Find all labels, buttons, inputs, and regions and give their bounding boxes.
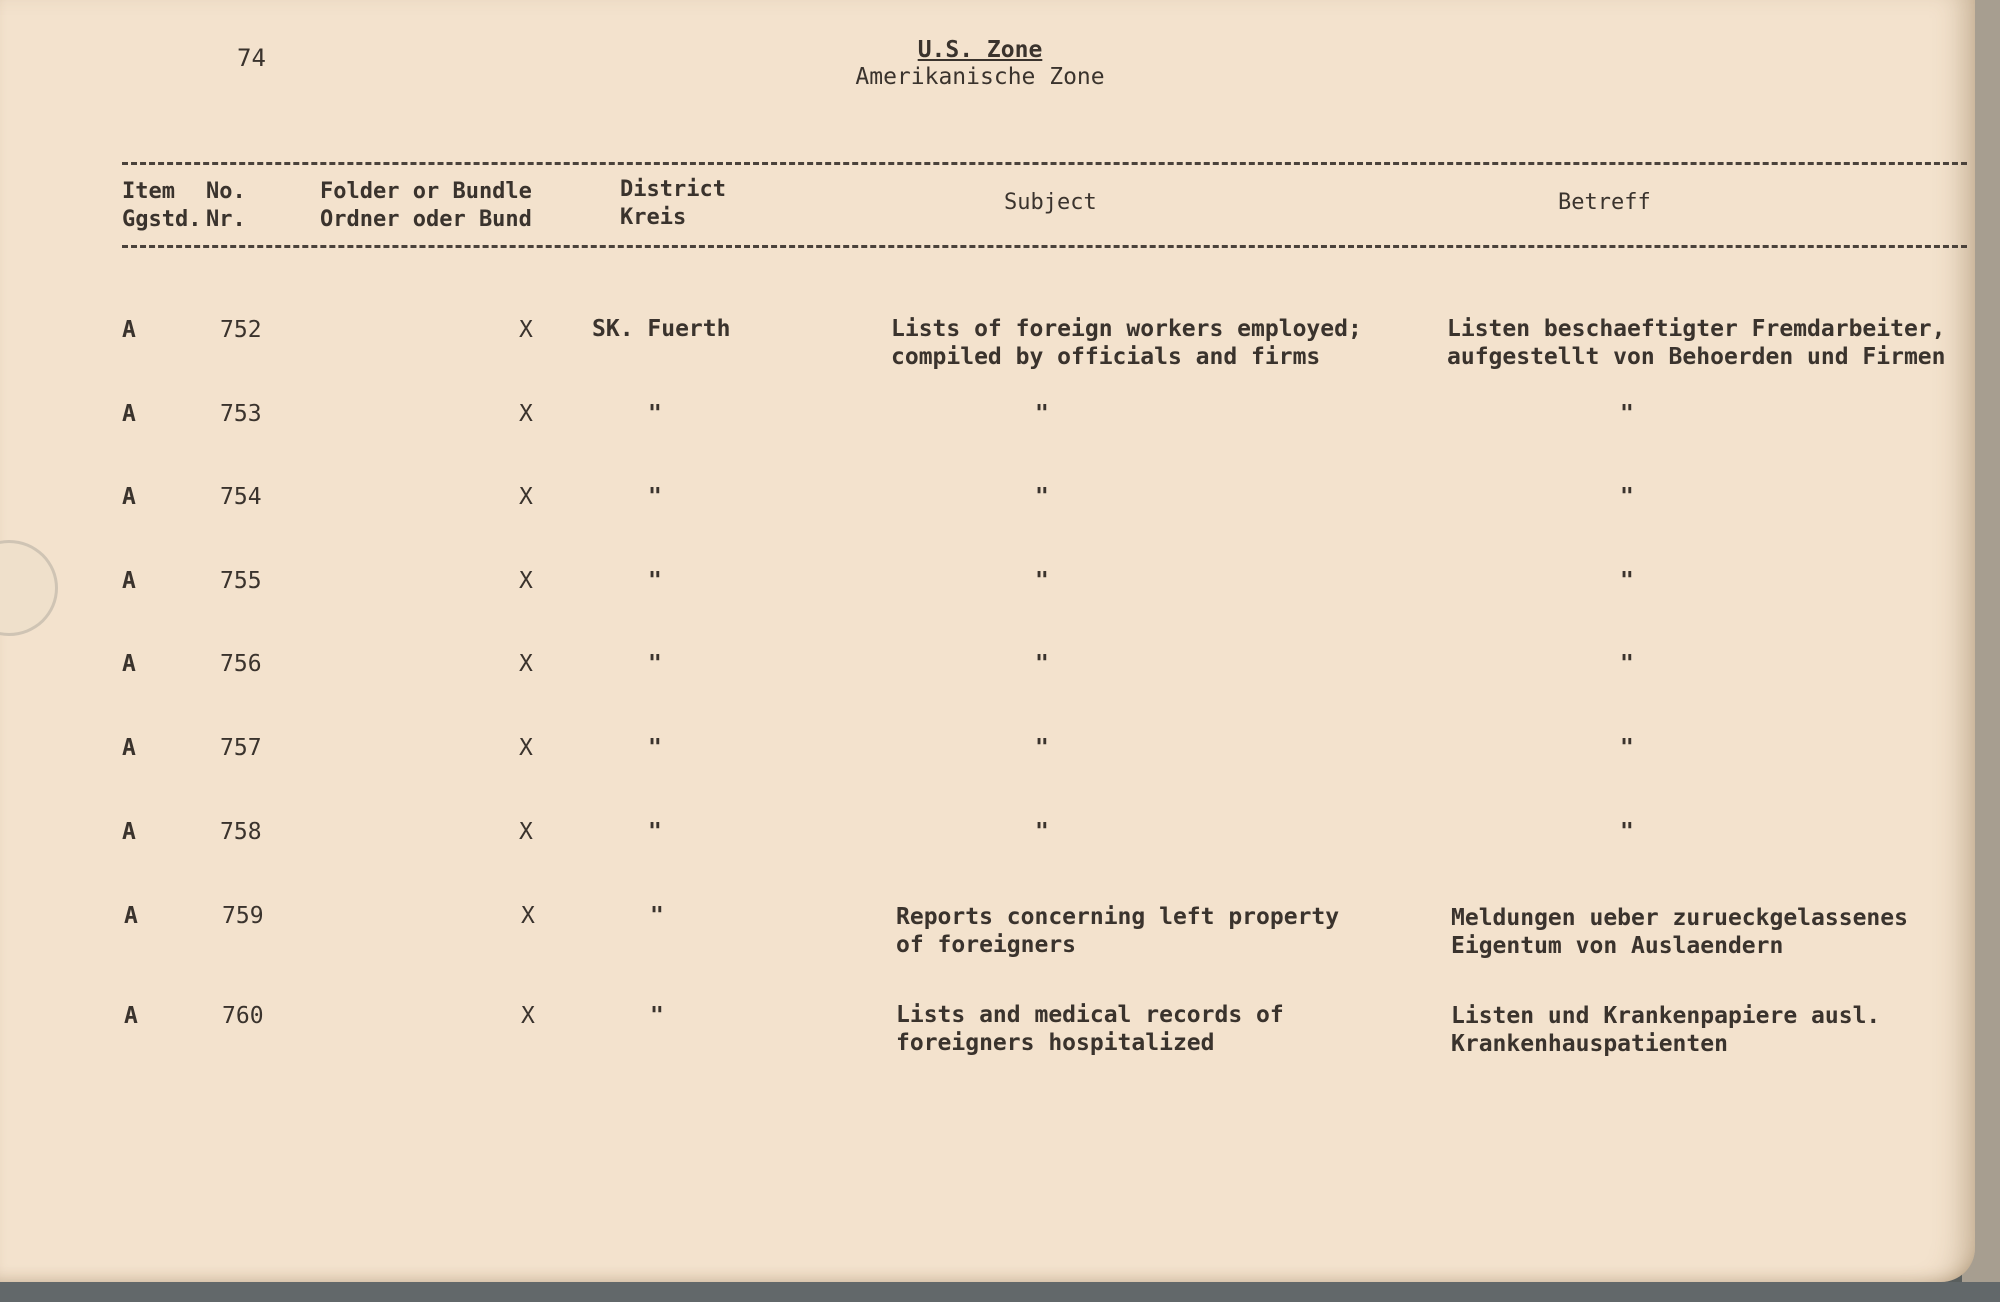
cell-folder: X — [519, 317, 533, 343]
cell-subject-line1: Reports concerning left property — [896, 904, 1340, 930]
cell-betreff-line1: " — [1620, 568, 1634, 594]
header-bottom-rule — [122, 245, 1967, 248]
cell-betreff-line1: " — [1620, 401, 1634, 427]
cell-item: A — [122, 735, 136, 761]
col-folder-en: Folder or Bundle — [320, 179, 532, 204]
cell-folder: X — [521, 903, 535, 929]
col-item-de: Ggstd. — [122, 207, 202, 232]
cell-betreff-line2: Krankenhauspatienten — [1451, 1031, 1728, 1057]
zone-title: U.S. Zone — [917, 37, 1043, 63]
cell-folder: X — [519, 735, 533, 761]
cell-folder: X — [519, 819, 533, 845]
cell-betreff-line1: Listen und Krankenpapiere ausl. — [1451, 1003, 1881, 1029]
page-number: 74 — [237, 44, 266, 72]
cell-no: 753 — [220, 401, 262, 427]
cell-district: " — [650, 1003, 664, 1029]
cell-district: " — [648, 735, 662, 761]
cell-item: A — [122, 317, 136, 343]
col-no-de: Nr. — [206, 207, 246, 232]
cell-district: " — [648, 484, 662, 510]
cell-subject-line1: " — [1035, 735, 1049, 761]
cell-betreff-line1: " — [1620, 651, 1634, 677]
cell-district: SK. Fuerth — [592, 316, 731, 342]
cell-no: 758 — [220, 819, 262, 845]
cell-subject-line1: " — [1035, 651, 1049, 677]
cell-district: " — [648, 401, 662, 427]
binder-tab — [0, 540, 58, 636]
cell-item: A — [124, 903, 138, 929]
cell-betreff-line2: Eigentum von Auslaendern — [1451, 933, 1784, 959]
cell-no: 760 — [222, 1003, 264, 1029]
cell-subject-line2: of foreigners — [896, 932, 1077, 958]
cell-subject-line2: compiled by officials and firms — [891, 344, 1321, 370]
cell-subject-line2: foreigners hospitalized — [896, 1030, 1215, 1056]
cell-folder: X — [519, 651, 533, 677]
cell-no: 754 — [220, 484, 262, 510]
cell-district: " — [648, 819, 662, 845]
cell-no: 759 — [222, 903, 264, 929]
cell-folder: X — [519, 484, 533, 510]
cell-betreff-line1: Listen beschaeftigter Fremdarbeiter, — [1447, 316, 1946, 342]
cell-no: 752 — [220, 317, 262, 343]
col-no-en: No. — [206, 179, 246, 204]
header-top-rule — [122, 162, 1967, 165]
cell-item: A — [122, 401, 136, 427]
cell-betreff-line1: " — [1620, 484, 1634, 510]
cell-no: 756 — [220, 651, 262, 677]
cell-district: " — [648, 568, 662, 594]
cell-betreff-line1: " — [1620, 735, 1634, 761]
cell-subject-line1: " — [1035, 568, 1049, 594]
cell-district: " — [650, 903, 664, 929]
col-folder-de: Ordner oder Bund — [320, 207, 532, 232]
cell-item: A — [122, 651, 136, 677]
cell-item: A — [122, 568, 136, 594]
cell-item: A — [122, 484, 136, 510]
cell-subject-line1: Lists of foreign workers employed; — [891, 316, 1362, 342]
zone-subtitle: Amerikanische Zone — [855, 64, 1105, 90]
cell-betreff-line1: Meldungen ueber zurueckgelassenes — [1451, 905, 1908, 931]
col-district-de: Kreis — [620, 205, 687, 230]
cell-subject-line1: " — [1035, 484, 1049, 510]
scanner-background — [0, 1282, 2000, 1302]
cell-item: A — [122, 819, 136, 845]
cell-betreff-line2: aufgestellt von Behoerden und Firmen — [1447, 344, 1946, 370]
col-subject: Subject — [1004, 190, 1097, 215]
cell-no: 755 — [220, 568, 262, 594]
col-betreff: Betreff — [1558, 190, 1651, 215]
cell-subject-line1: " — [1035, 819, 1049, 845]
cell-item: A — [124, 1003, 138, 1029]
cell-folder: X — [519, 568, 533, 594]
cell-no: 757 — [220, 735, 262, 761]
cell-district: " — [648, 651, 662, 677]
cell-folder: X — [519, 401, 533, 427]
col-item-en: Item — [122, 179, 175, 204]
cell-subject-line1: " — [1035, 401, 1049, 427]
cell-folder: X — [521, 1003, 535, 1029]
col-district-en: District — [620, 177, 726, 202]
cell-betreff-line1: " — [1620, 819, 1634, 845]
cell-subject-line1: Lists and medical records of — [896, 1002, 1284, 1028]
